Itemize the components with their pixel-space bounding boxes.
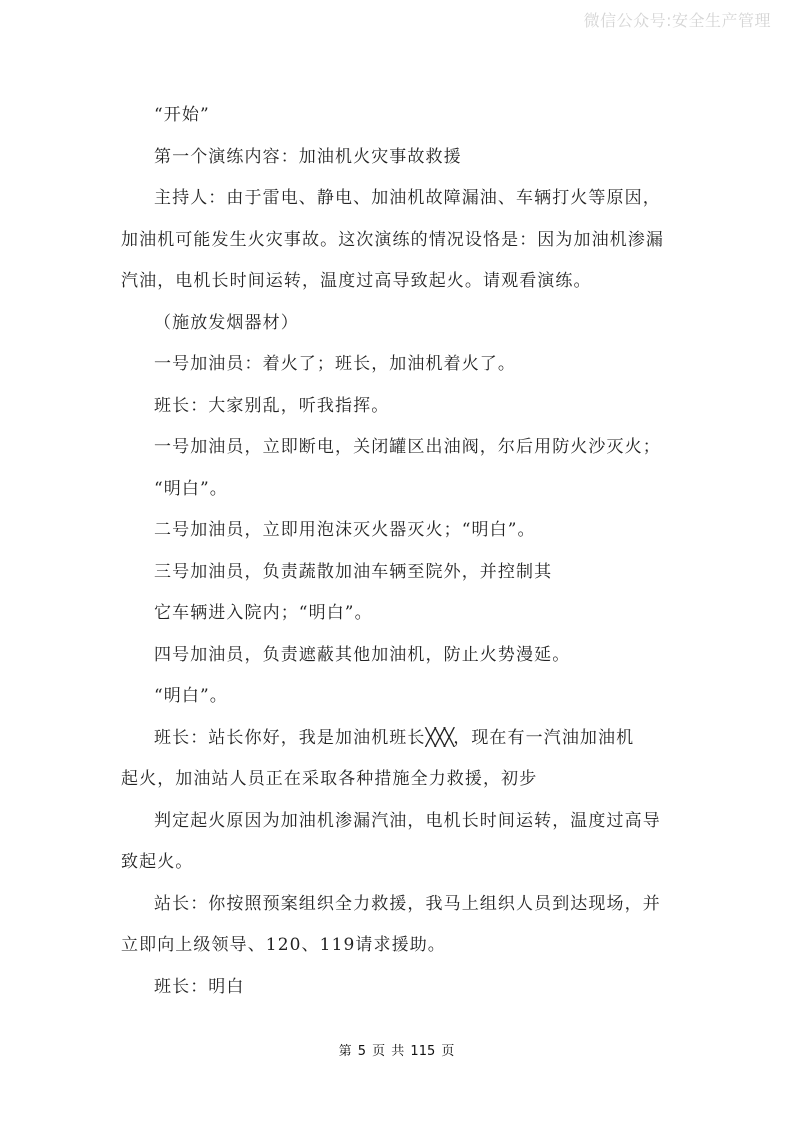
report-line-3: 判定起火原因为加油机渗漏汽油，电机长时间运转，温度过高导	[154, 810, 661, 831]
report-line-4: 致起火。	[121, 852, 194, 872]
order-attendant-3-line-1: 三号加油员，负责蔬散加油车辆至院外，并控制其	[154, 561, 553, 582]
order-attendant-1: 一号加油员，立即断电，关闭罐区出油阀，尔后用防火沙灭火；	[154, 437, 661, 457]
page-number: 第 5 页 共 115 页	[338, 1044, 455, 1059]
watermark: 微信公众号:安全生产管理	[583, 11, 771, 30]
order-attendant-2: 二号加油员，立即用泡沫灭火器灭火；“明白”。	[154, 520, 536, 540]
dialogue-monitor-1: 班长：大家别乱，听我指挥。	[154, 395, 390, 416]
report-line-1	[121, 718, 677, 760]
document-body	[121, 95, 677, 1008]
station-manager-line-1: 站长：你按照预案组织全力救援，我马上组织人员到达现场，并	[154, 893, 661, 914]
drill-title: 第一个演练内容：加油机火灾事故救援	[154, 146, 462, 167]
dialogue-attendant-1: 一号加油员：着火了；班长，加油机着火了。	[154, 354, 516, 374]
host-intro-line-3: 汽油，电机长时间运转，温度过高导致起火。请观看演练。	[121, 271, 592, 291]
host-intro-line-1: 主持人：由于雷电、静电、加油机故障漏油、车辆打火等原因，	[154, 188, 661, 208]
station-manager-line-2: 立即向上级领导、120、119请求援助。	[121, 935, 446, 955]
reply-attendant-4: “明白”。	[154, 686, 228, 706]
stage-direction: （施放发烟器材）	[154, 312, 299, 333]
report-line-1-end: ，现在有一汽油加油机	[453, 727, 635, 748]
reply-attendant-1: “明白”。	[154, 478, 228, 499]
host-intro-line-2: 加油机可能发生火灾事故。这次演练的情况设恪是：因为加油机渗漏	[121, 229, 664, 250]
paragraph-start: “开始”	[154, 105, 210, 125]
order-attendant-3-line-2: 它车辆进入院内；“明白”。	[154, 603, 373, 623]
order-attendant-4: 四号加油员，负责遮蔽其他加油机，防止火势漫延。	[154, 644, 571, 665]
name-placeholder-mark: ╳╳╳	[425, 727, 454, 748]
monitor-reply: 班长：明白	[154, 976, 245, 997]
report-line-2: 起火，加油站人员正在采取各种措施全力救援，初步	[121, 769, 538, 789]
report-line-1-start: 班长：站长你好，我是加油机班长	[154, 727, 426, 748]
